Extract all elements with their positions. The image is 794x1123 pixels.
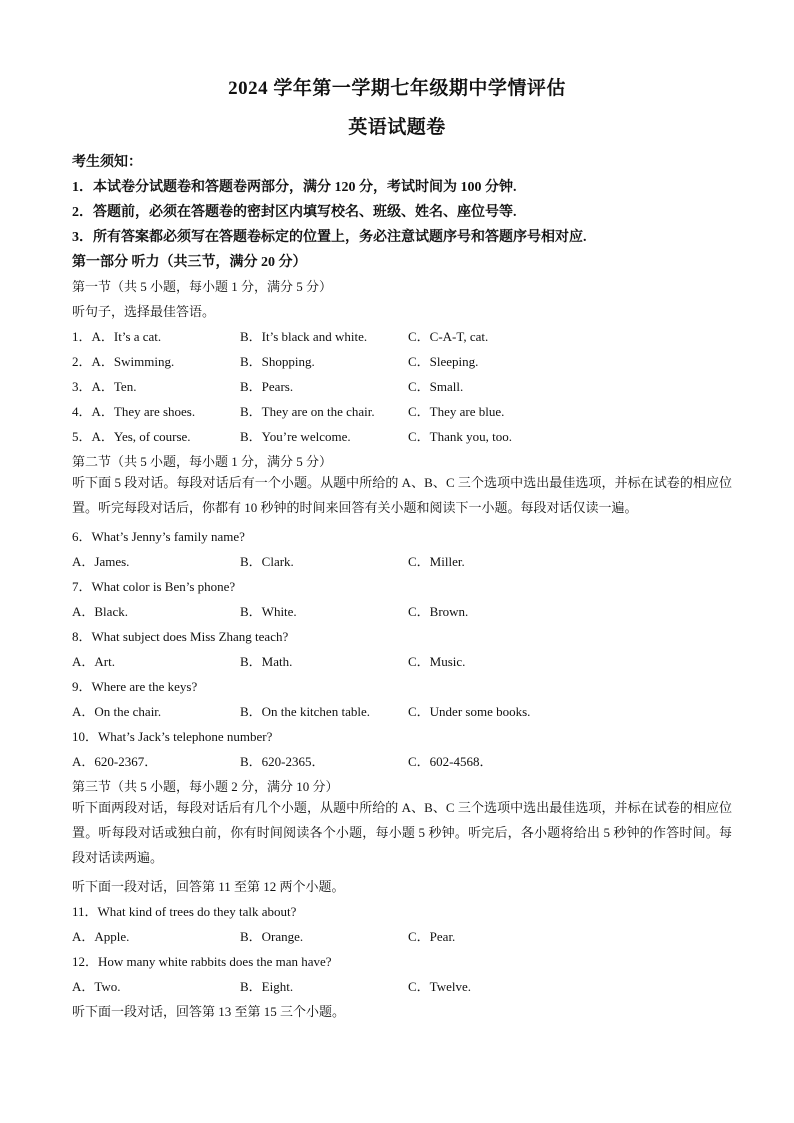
option-a: 2．A．Swimming. <box>72 354 175 369</box>
section-heading: 第二节（共 5 小题，每小题 1 分，满分 5 分） <box>72 454 333 469</box>
question-row <box>72 601 732 621</box>
option-a: A．Apple. <box>72 929 130 944</box>
exam-subtitle: 英语试题卷 <box>348 117 446 138</box>
option-b: B．Clark. <box>240 554 294 569</box>
option-c: C．Pear. <box>408 929 456 944</box>
option-a: 5．A．Yes, of course. <box>72 429 191 444</box>
option-a: A．620-2367． <box>72 754 158 769</box>
question-row <box>72 401 732 421</box>
option-c: C．Sleeping. <box>408 354 479 369</box>
notice-item: 2．答题前，必须在答题卷的密封区内填写校名、班级、姓名、座位号等. <box>72 205 517 220</box>
option-c: C．Music. <box>408 654 466 669</box>
option-a: A．Black. <box>72 604 128 619</box>
question-row <box>72 976 732 996</box>
option-c: C．Brown. <box>408 604 469 619</box>
option-b: B．They are on the chair. <box>240 404 375 419</box>
question-stem: 9．Where are the keys? <box>72 679 198 694</box>
dialogue-note: 听下面一段对话，回答第 11 至第 12 两个小题。 <box>72 879 345 894</box>
option-a: A．On the chair. <box>72 704 162 719</box>
option-c: C．Under some books. <box>408 704 531 719</box>
option-a: 4．A．They are shoes. <box>72 404 196 419</box>
option-b: B．Shopping. <box>240 354 315 369</box>
option-a: A．Two. <box>72 979 121 994</box>
option-b: B．Orange. <box>240 929 304 944</box>
question-row <box>72 926 732 946</box>
question-row <box>72 701 732 721</box>
option-b: B．620-2365． <box>240 754 325 769</box>
question-row <box>72 551 732 571</box>
option-c: C．Twelve. <box>408 979 471 994</box>
question-stem: 8．What subject does Miss Zhang teach? <box>72 629 289 644</box>
section-instruction: 听下面两段对话，每段对话后有几个小题，从题中所给的 A、B、C 三个选项中选出最佳选项，并标在试卷的相应位置。听每段对话或独白前，你有时间阅读各个小题，每小题 5 秒钟。听完后，各小题将给出 5 秒钟的作答时间。每段对话读两遍。 <box>72 800 732 865</box>
question-row <box>72 376 732 396</box>
question-stem: 10．What’s Jack’s telephone number? <box>72 729 273 744</box>
exam-title: 2024 学年第一学期七年级期中学情评估 <box>228 78 566 99</box>
option-a: A．James. <box>72 554 130 569</box>
section-heading: 第一节（共 5 小题，每小题 1 分，满分 5 分） <box>72 279 333 294</box>
option-b: B．On the kitchen table. <box>240 704 370 719</box>
option-c: C．Miller. <box>408 554 465 569</box>
question-stem: 6．What’s Jenny’s family name? <box>72 529 245 544</box>
option-c: C．602-4568． <box>408 754 493 769</box>
notice-item: 1．本试卷分试题卷和答题卷两部分，满分 120 分，考试时间为 100 分钟. <box>72 180 517 195</box>
question-row <box>72 326 732 346</box>
dialogue-note: 听下面一段对话，回答第 13 至第 15 三个小题。 <box>72 1004 346 1019</box>
notice-item: 3．所有答案都必须写在答题卷标定的位置上，务必注意试题序号和答题序号相对应. <box>72 230 587 245</box>
option-b: B．You’re welcome. <box>240 429 351 444</box>
section-heading: 第三节（共 5 小题，每小题 2 分，满分 10 分） <box>72 779 339 794</box>
question-stem: 7．What color is Ben’s phone? <box>72 579 236 594</box>
notice-heading: 考生须知： <box>72 155 142 170</box>
section-instruction: 听下面 5 段对话。每段对话后有一个小题。从题中所给的 A、B、C 三个选项中选出最佳选项，并标在试卷的相应位置。听完每段对话后，你都有 10 秒钟的时间来回答有关小题和阅读下一小题。每段对话仅读一遍。 <box>72 475 732 515</box>
question-row <box>72 751 732 771</box>
option-c: C．They are blue. <box>408 404 505 419</box>
option-a: A．Art. <box>72 654 115 669</box>
option-c: C．Thank you, too. <box>408 429 512 444</box>
question-stem: 11．What kind of trees do they talk about? <box>72 904 297 919</box>
option-b: B．Pears. <box>240 379 294 394</box>
part-heading: 第一部分 听力（共三节，满分 20 分） <box>72 255 307 270</box>
option-c: C．Small. <box>408 379 464 394</box>
question-row <box>72 351 732 371</box>
option-a: 3．A．Ten. <box>72 379 137 394</box>
option-b: B．Eight. <box>240 979 294 994</box>
question-row <box>72 651 732 671</box>
option-a: 1．A．It’s a cat. <box>72 329 162 344</box>
question-stem: 12．How many white rabbits does the man have? <box>72 954 332 969</box>
option-c: C．C-A-T, cat. <box>408 329 489 344</box>
option-b: B．White. <box>240 604 297 619</box>
option-b: B．Math. <box>240 654 293 669</box>
section-instruction: 听句子，选择最佳答语。 <box>72 304 216 319</box>
option-b: B．It’s black and white. <box>240 329 368 344</box>
question-row <box>72 426 732 446</box>
